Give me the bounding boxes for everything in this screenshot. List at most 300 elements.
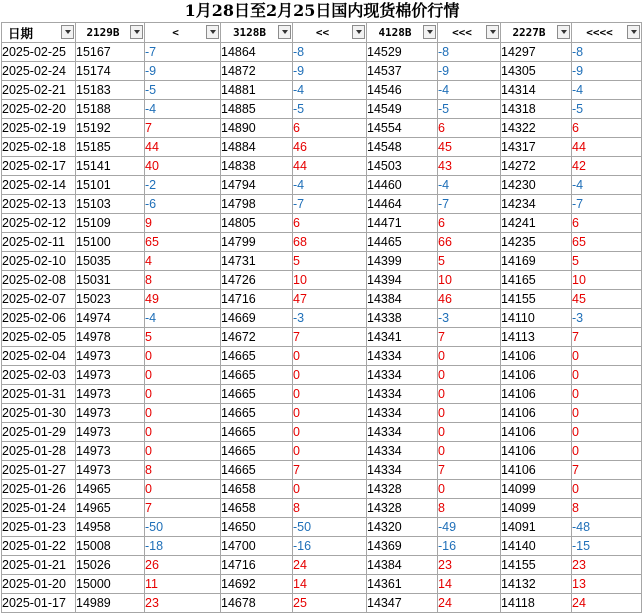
price-cell[interactable]: 14110 [501,309,572,328]
price-cell[interactable]: 14669 [221,309,293,328]
price-cell[interactable]: 14384 [367,290,438,309]
change-cell[interactable]: 7 [438,328,501,347]
price-cell[interactable]: 15109 [76,214,145,233]
date-cell[interactable]: 2025-02-04 [2,347,76,366]
change-cell[interactable]: -7 [572,195,642,214]
change-cell[interactable]: -16 [293,537,367,556]
date-cell[interactable]: 2025-02-08 [2,271,76,290]
filter-dropdown-icon[interactable] [627,25,640,39]
change-cell[interactable]: -5 [572,100,642,119]
price-cell[interactable]: 14503 [367,157,438,176]
price-cell[interactable]: 14650 [221,518,293,537]
price-cell[interactable]: 14328 [367,499,438,518]
change-cell[interactable]: -6 [145,195,221,214]
price-cell[interactable]: 14973 [76,442,145,461]
date-cell[interactable]: 2025-01-31 [2,385,76,404]
column-header-1[interactable] [76,23,145,43]
column-header-7[interactable] [501,23,572,43]
price-cell[interactable]: 14338 [367,309,438,328]
change-cell[interactable]: 23 [572,556,642,575]
price-cell[interactable]: 14726 [221,271,293,290]
price-cell[interactable]: 14234 [501,195,572,214]
change-cell[interactable]: -5 [293,100,367,119]
change-cell[interactable]: 0 [572,442,642,461]
price-cell[interactable]: 14235 [501,233,572,252]
price-cell[interactable]: 15035 [76,252,145,271]
change-cell[interactable]: 14 [293,575,367,594]
change-cell[interactable]: 5 [572,252,642,271]
price-cell[interactable]: 14106 [501,423,572,442]
change-cell[interactable]: -4 [145,309,221,328]
date-cell[interactable]: 2025-01-27 [2,461,76,480]
change-cell[interactable]: 0 [438,423,501,442]
price-cell[interactable]: 14305 [501,62,572,81]
price-cell[interactable]: 14106 [501,385,572,404]
date-cell[interactable]: 2025-02-13 [2,195,76,214]
date-cell[interactable]: 2025-02-19 [2,119,76,138]
change-cell[interactable]: 6 [293,119,367,138]
column-header-label: <<< [452,26,472,39]
date-cell[interactable]: 2025-02-21 [2,81,76,100]
change-cell[interactable]: 0 [438,347,501,366]
price-cell[interactable]: 14973 [76,385,145,404]
date-cell[interactable]: 2025-01-30 [2,404,76,423]
change-cell[interactable]: 0 [572,385,642,404]
price-cell[interactable]: 14881 [221,81,293,100]
price-cell[interactable]: 14106 [501,442,572,461]
change-cell[interactable]: 6 [438,119,501,138]
change-cell[interactable]: 0 [293,404,367,423]
change-cell[interactable]: 10 [293,271,367,290]
change-cell[interactable]: 25 [293,594,367,613]
date-cell[interactable]: 2025-01-24 [2,499,76,518]
price-cell[interactable]: 15185 [76,138,145,157]
price-cell[interactable]: 14320 [367,518,438,537]
price-cell[interactable]: 14155 [501,290,572,309]
change-cell[interactable]: -4 [293,81,367,100]
date-cell[interactable]: 2025-02-10 [2,252,76,271]
change-cell[interactable]: 43 [438,157,501,176]
price-cell[interactable]: 14665 [221,461,293,480]
table-row [2,537,642,556]
price-cell[interactable]: 14973 [76,404,145,423]
price-cell[interactable]: 14973 [76,423,145,442]
change-cell[interactable]: -3 [572,309,642,328]
price-cell[interactable]: 14965 [76,480,145,499]
change-cell[interactable]: 14 [438,575,501,594]
change-cell[interactable]: 0 [572,404,642,423]
price-cell[interactable]: 14546 [367,81,438,100]
filter-dropdown-icon[interactable] [130,25,143,39]
price-cell[interactable]: 15141 [76,157,145,176]
change-cell[interactable]: 0 [145,480,221,499]
price-cell[interactable]: 14140 [501,537,572,556]
change-cell[interactable]: 0 [438,385,501,404]
price-cell[interactable]: 14369 [367,537,438,556]
change-cell[interactable]: 7 [438,461,501,480]
price-cell[interactable]: 14799 [221,233,293,252]
price-cell[interactable]: 14665 [221,442,293,461]
filter-dropdown-icon[interactable] [278,25,291,39]
price-cell[interactable]: 15026 [76,556,145,575]
price-cell[interactable]: 15101 [76,176,145,195]
change-cell[interactable]: 7 [572,328,642,347]
change-cell[interactable]: -4 [572,176,642,195]
price-cell[interactable]: 15103 [76,195,145,214]
price-cell[interactable]: 14658 [221,480,293,499]
price-cell[interactable]: 14460 [367,176,438,195]
price-cell[interactable]: 14394 [367,271,438,290]
change-cell[interactable]: -4 [293,176,367,195]
price-cell[interactable]: 14731 [221,252,293,271]
change-cell[interactable]: 6 [293,214,367,233]
change-cell[interactable]: 6 [572,214,642,233]
price-cell[interactable]: 14665 [221,423,293,442]
change-cell[interactable]: -9 [438,62,501,81]
price-cell[interactable]: 15031 [76,271,145,290]
change-cell[interactable]: 68 [293,233,367,252]
change-cell[interactable]: 26 [145,556,221,575]
price-cell[interactable]: 14973 [76,461,145,480]
price-cell[interactable]: 14885 [221,100,293,119]
price-cell[interactable]: 14334 [367,404,438,423]
price-cell[interactable]: 15188 [76,100,145,119]
change-cell[interactable]: -4 [438,81,501,100]
table-body [2,43,642,613]
price-cell[interactable]: 14399 [367,252,438,271]
date-cell[interactable]: 2025-01-29 [2,423,76,442]
price-cell[interactable]: 14384 [367,556,438,575]
change-cell[interactable]: 40 [145,157,221,176]
column-header-3[interactable] [221,23,293,43]
change-cell[interactable]: 0 [572,423,642,442]
change-cell[interactable]: 42 [572,157,642,176]
price-cell[interactable]: 15008 [76,537,145,556]
price-cell[interactable]: 14974 [76,309,145,328]
change-cell[interactable]: 6 [572,119,642,138]
date-cell[interactable]: 2025-01-22 [2,537,76,556]
price-cell[interactable]: 14978 [76,328,145,347]
price-cell[interactable]: 14678 [221,594,293,613]
change-cell[interactable]: 0 [293,385,367,404]
price-cell[interactable]: 15174 [76,62,145,81]
change-cell[interactable]: -7 [293,195,367,214]
change-cell[interactable]: -7 [145,43,221,62]
change-cell[interactable]: 0 [293,423,367,442]
change-cell[interactable]: 4 [145,252,221,271]
change-cell[interactable]: 0 [438,480,501,499]
change-cell[interactable]: -48 [572,518,642,537]
change-cell[interactable]: 6 [438,214,501,233]
price-cell[interactable]: 14169 [501,252,572,271]
change-cell[interactable]: 45 [572,290,642,309]
change-cell[interactable]: 0 [145,442,221,461]
price-cell[interactable]: 14334 [367,366,438,385]
change-cell[interactable]: -4 [572,81,642,100]
change-cell[interactable]: 0 [293,366,367,385]
table-row [2,575,642,594]
table-row [2,518,642,537]
change-cell[interactable]: 13 [572,575,642,594]
price-cell[interactable]: 14334 [367,347,438,366]
change-cell[interactable]: 45 [438,138,501,157]
price-cell[interactable]: 14106 [501,366,572,385]
date-cell[interactable]: 2025-02-06 [2,309,76,328]
price-table [1,22,642,613]
price-cell[interactable]: 14973 [76,366,145,385]
date-cell[interactable]: 2025-02-05 [2,328,76,347]
change-cell[interactable]: -4 [438,176,501,195]
price-cell[interactable]: 14716 [221,290,293,309]
date-cell[interactable]: 2025-02-07 [2,290,76,309]
change-cell[interactable]: 7 [145,499,221,518]
price-cell[interactable]: 14106 [501,404,572,423]
price-cell[interactable]: 14132 [501,575,572,594]
price-cell[interactable]: 14334 [367,423,438,442]
change-cell[interactable]: 5 [293,252,367,271]
table-row [2,499,642,518]
column-header-6[interactable] [438,23,501,43]
price-cell[interactable]: 14548 [367,138,438,157]
price-cell[interactable]: 14958 [76,518,145,537]
price-cell[interactable]: 14106 [501,347,572,366]
price-cell[interactable]: 14328 [367,480,438,499]
change-cell[interactable]: 0 [438,404,501,423]
filter-dropdown-icon[interactable] [423,25,436,39]
change-cell[interactable]: -15 [572,537,642,556]
price-cell[interactable]: 14297 [501,43,572,62]
date-cell[interactable]: 2025-01-28 [2,442,76,461]
change-cell[interactable]: 10 [572,271,642,290]
change-cell[interactable]: 10 [438,271,501,290]
change-cell[interactable]: 5 [145,328,221,347]
column-header-8[interactable] [572,23,642,43]
price-cell[interactable]: 14838 [221,157,293,176]
price-cell[interactable]: 14099 [501,480,572,499]
price-cell[interactable]: 14165 [501,271,572,290]
price-cell[interactable]: 14884 [221,138,293,157]
change-cell[interactable]: 0 [145,385,221,404]
price-cell[interactable]: 14890 [221,119,293,138]
price-cell[interactable]: 15023 [76,290,145,309]
change-cell[interactable]: 7 [145,119,221,138]
price-cell[interactable]: 14965 [76,499,145,518]
price-cell[interactable]: 14554 [367,119,438,138]
column-header-5[interactable] [367,23,438,43]
change-cell[interactable]: -18 [145,537,221,556]
change-cell[interactable]: -2 [145,176,221,195]
price-cell[interactable]: 14347 [367,594,438,613]
change-cell[interactable]: 5 [438,252,501,271]
change-cell[interactable]: -50 [145,518,221,537]
change-cell[interactable]: 47 [293,290,367,309]
change-cell[interactable]: 9 [145,214,221,233]
change-cell[interactable]: 0 [438,366,501,385]
price-cell[interactable]: 14091 [501,518,572,537]
change-cell[interactable]: -4 [145,100,221,119]
table-row [2,81,642,100]
date-cell[interactable]: 2025-01-20 [2,575,76,594]
price-cell[interactable]: 14665 [221,385,293,404]
change-cell[interactable]: 49 [145,290,221,309]
price-cell[interactable]: 14241 [501,214,572,233]
price-cell[interactable]: 14872 [221,62,293,81]
price-cell[interactable]: 14665 [221,347,293,366]
price-cell[interactable]: 14230 [501,176,572,195]
change-cell[interactable]: -8 [572,43,642,62]
price-cell[interactable]: 14334 [367,442,438,461]
change-cell[interactable]: 0 [293,480,367,499]
change-cell[interactable]: -3 [438,309,501,328]
column-header-2[interactable] [145,23,221,43]
change-cell[interactable]: 24 [438,594,501,613]
price-cell[interactable]: 15192 [76,119,145,138]
price-cell[interactable]: 14973 [76,347,145,366]
price-cell[interactable]: 14529 [367,43,438,62]
date-cell[interactable]: 2025-02-20 [2,100,76,119]
price-cell[interactable]: 14113 [501,328,572,347]
price-cell[interactable]: 14334 [367,385,438,404]
change-cell[interactable]: 0 [572,480,642,499]
sheet-title: 1月28日至2月25日国内现货棉价行情 [184,1,460,20]
change-cell[interactable]: -9 [145,62,221,81]
change-cell[interactable]: 24 [572,594,642,613]
column-header-label: 2227B [512,26,546,39]
price-cell[interactable]: 14334 [367,461,438,480]
date-cell[interactable]: 2025-02-24 [2,62,76,81]
change-cell[interactable]: 23 [438,556,501,575]
price-cell[interactable]: 14341 [367,328,438,347]
change-cell[interactable]: 66 [438,233,501,252]
price-cell[interactable]: 15000 [76,575,145,594]
change-cell[interactable]: 0 [293,347,367,366]
change-cell[interactable]: -9 [572,62,642,81]
change-cell[interactable]: 8 [572,499,642,518]
date-cell[interactable]: 2025-01-26 [2,480,76,499]
price-cell[interactable]: 14864 [221,43,293,62]
filter-dropdown-icon[interactable] [61,25,74,39]
change-cell[interactable]: 11 [145,575,221,594]
change-cell[interactable]: 44 [572,138,642,157]
change-cell[interactable]: 0 [145,404,221,423]
change-cell[interactable]: -3 [293,309,367,328]
price-cell[interactable]: 15183 [76,81,145,100]
filter-dropdown-icon[interactable] [206,25,219,39]
change-cell[interactable]: 23 [145,594,221,613]
price-cell[interactable]: 14537 [367,62,438,81]
price-cell[interactable]: 14314 [501,81,572,100]
change-cell[interactable]: -7 [438,195,501,214]
price-cell[interactable]: 15100 [76,233,145,252]
price-cell[interactable]: 14465 [367,233,438,252]
price-cell[interactable]: 14805 [221,214,293,233]
price-cell[interactable]: 14322 [501,119,572,138]
change-cell[interactable]: 65 [572,233,642,252]
price-cell[interactable]: 14361 [367,575,438,594]
price-cell[interactable]: 14099 [501,499,572,518]
date-cell[interactable]: 2025-02-12 [2,214,76,233]
price-cell[interactable]: 15167 [76,43,145,62]
column-header-4[interactable] [293,23,367,43]
price-cell[interactable]: 14672 [221,328,293,347]
date-cell[interactable]: 2025-02-03 [2,366,76,385]
change-cell[interactable]: 7 [572,461,642,480]
date-cell[interactable]: 2025-02-25 [2,43,76,62]
change-cell[interactable]: -9 [293,62,367,81]
filter-dropdown-icon[interactable] [486,25,499,39]
table-row [2,138,642,157]
filter-dropdown-icon[interactable] [557,25,570,39]
date-cell[interactable]: 2025-02-18 [2,138,76,157]
price-cell[interactable]: 14318 [501,100,572,119]
change-cell[interactable]: 44 [145,138,221,157]
change-cell[interactable]: 0 [572,347,642,366]
price-cell[interactable]: 14665 [221,404,293,423]
date-cell[interactable]: 2025-02-14 [2,176,76,195]
change-cell[interactable]: 8 [293,499,367,518]
change-cell[interactable]: 0 [145,366,221,385]
price-cell[interactable]: 14665 [221,366,293,385]
change-cell[interactable]: -5 [438,100,501,119]
price-cell[interactable]: 14471 [367,214,438,233]
change-cell[interactable]: 0 [145,423,221,442]
change-cell[interactable]: 8 [438,499,501,518]
price-cell[interactable]: 14272 [501,157,572,176]
change-cell[interactable]: 24 [293,556,367,575]
change-cell[interactable]: 8 [145,461,221,480]
filter-dropdown-icon[interactable] [352,25,365,39]
table-row [2,233,642,252]
price-cell[interactable]: 14798 [221,195,293,214]
change-cell[interactable]: 0 [293,442,367,461]
change-cell[interactable]: -50 [293,518,367,537]
change-cell[interactable]: -8 [293,43,367,62]
date-cell[interactable]: 2025-02-11 [2,233,76,252]
change-cell[interactable]: -8 [438,43,501,62]
change-cell[interactable]: 46 [293,138,367,157]
price-cell[interactable]: 14658 [221,499,293,518]
change-cell[interactable]: 8 [145,271,221,290]
date-cell[interactable]: 2025-01-21 [2,556,76,575]
price-cell[interactable]: 14716 [221,556,293,575]
date-cell[interactable]: 2025-01-23 [2,518,76,537]
date-cell[interactable]: 2025-02-17 [2,157,76,176]
change-cell[interactable]: -16 [438,537,501,556]
price-cell[interactable]: 14464 [367,195,438,214]
price-cell[interactable]: 14794 [221,176,293,195]
price-cell[interactable]: 14700 [221,537,293,556]
price-cell[interactable]: 14106 [501,461,572,480]
price-cell[interactable]: 14155 [501,556,572,575]
change-cell[interactable]: -5 [145,81,221,100]
change-cell[interactable]: 0 [572,366,642,385]
column-header-date[interactable] [2,23,76,43]
change-cell[interactable]: 46 [438,290,501,309]
price-cell[interactable]: 14317 [501,138,572,157]
change-cell[interactable]: 7 [293,461,367,480]
change-cell[interactable]: 0 [145,347,221,366]
change-cell[interactable]: 44 [293,157,367,176]
price-cell[interactable]: 14989 [76,594,145,613]
price-cell[interactable]: 14118 [501,594,572,613]
price-cell[interactable]: 14692 [221,575,293,594]
price-cell[interactable]: 14549 [367,100,438,119]
change-cell[interactable]: -49 [438,518,501,537]
date-cell[interactable]: 2025-01-17 [2,594,76,613]
change-cell[interactable]: 65 [145,233,221,252]
change-cell[interactable]: 0 [438,442,501,461]
change-cell[interactable]: 7 [293,328,367,347]
